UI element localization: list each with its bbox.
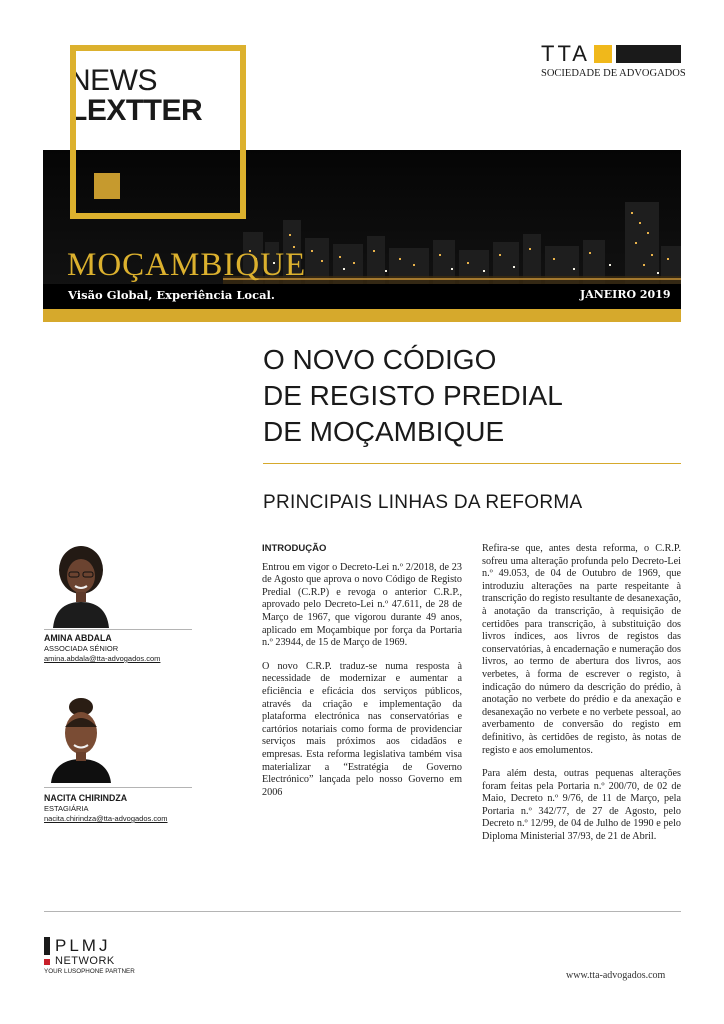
paragraph: O novo C.R.P. traduz-se numa resposta à necessidade de modernizar e aumentar a eficiência e eficácia dos serviços públicos, através da criação e implementação da plataforma electrónica nas conservatórias e cartórios notariais como forma de providenciar serviços mais próximos aos cidadãos e empresas. Esta reforma legislativa também visa materializar a “Estratégia de Governo Electrónico” lançada pelo nosso Governo em 2006 [262, 660, 462, 798]
plmj-logo-mark [44, 937, 50, 955]
tta-logo-letters: TTA [541, 41, 590, 66]
gold-square-decoration [94, 173, 120, 199]
article-column-2 [482, 543, 681, 855]
article-title-line: O NOVO CÓDIGO [263, 344, 497, 375]
author-email-link[interactable]: amina.abdala@tta-advogados.com [44, 654, 161, 663]
tta-logo-black-bar [616, 45, 681, 63]
masthead-line-2: LEXTTER [69, 94, 203, 127]
author-name: AMINA ABDALA [44, 633, 112, 643]
author-photo [45, 697, 117, 783]
author-divider [44, 787, 192, 788]
masthead-line-1: NEWS [69, 64, 157, 97]
intro-heading: INTRODUÇÃO [262, 543, 327, 554]
title-divider [263, 463, 681, 464]
banner-gold-bar [43, 309, 681, 322]
plmj-partner-tagline: YOUR LUSOPHONE PARTNER [44, 968, 135, 975]
author-photo [45, 542, 117, 628]
plmj-logo-text: PLMJ [55, 936, 111, 955]
article-title-line: DE REGISTO PREDIAL [263, 380, 563, 411]
tta-logo [541, 41, 686, 79]
author-email-link[interactable]: nacita.chirindza@tta-advogados.com [44, 814, 168, 823]
issue-date: JANEIRO 2019 [580, 288, 671, 301]
author-role: ASSOCIADA SÉNIOR [44, 644, 119, 653]
paragraph: Entrou em vigor o Decreto-Lei n.º 2/2018, de 23 de Agosto que aprova o novo Código de Registo Predial (C.R.P) e revoga o anterior C.R.P., aprovado pelo Decreto-Lei n.º 47.611, de 28 de Março de 1967, que vigorou durante 49 anos, aplicado em Moçambique por força da Portaria n.º 23944, de 15 de Março de 1969. [262, 561, 462, 649]
article-title [263, 342, 563, 450]
plmj-network-logo [44, 937, 135, 976]
section-title: PRINCIPAIS LINHAS DA REFORMA [263, 492, 583, 513]
tta-logo-yellow-block [594, 45, 612, 63]
gold-frame-top [70, 45, 246, 151]
banner-country-title: MOÇAMBIQUE [67, 247, 307, 283]
article-column-1 [262, 543, 462, 810]
author-card [44, 633, 160, 664]
article-title-line: DE MOÇAMBIQUE [263, 416, 505, 447]
plmj-network-label: NETWORK [55, 955, 115, 967]
footer-divider [44, 911, 681, 912]
paragraph: Refira-se que, antes desta reforma, o C.R.P. sofreu uma alteração profunda pelo Decreto-Lei n.º 49.053, de 04 de Outubro de 1969, que introduziu alterações na parte respeitante à transcrição do registo resultante de desanexação, à anotação da transcrição, à requisição de certidões para transcrição, à substituição dos livros índices, aos livros de registos das conservatórias, à encadernação e numeração dos livros, ao termo de abertura dos livros, aos verbetes, à forma de escrever o registo, à indicação do número da descrição do prédio, à anotação no verbete do prédio e da anexação e desanexação no verbete e no verbete pessoal, ao averbamento de conversão do registo em definitivo, às certidões de registo, às notas de registo e aos emolumentos. [482, 543, 681, 756]
author-role: ESTAGIÁRIA [44, 804, 89, 813]
author-name: NACITA CHIRINDZA [44, 793, 128, 803]
banner-tagline: Visão Global, Experiência Local. [68, 288, 275, 302]
paragraph: Para além desta, outras pequenas alterações foram feitas pela Portaria n.º 200/70, de 02 de Maio, Decreto n.º 9/76, de 11 de Março, pela Portaria n.º 342/77, de 27 de Agosto, pelo Decreto n.º 12/99, de 04 de Julho de 1990 e pelo Diploma Ministerial 37/93, de 21 de Abril. [482, 768, 681, 843]
author-divider [44, 629, 192, 630]
website-link[interactable]: www.tta-advogados.com [566, 970, 666, 981]
tta-logo-subtitle: SOCIEDADE DE ADVOGADOS [541, 68, 686, 79]
author-card [44, 793, 168, 824]
